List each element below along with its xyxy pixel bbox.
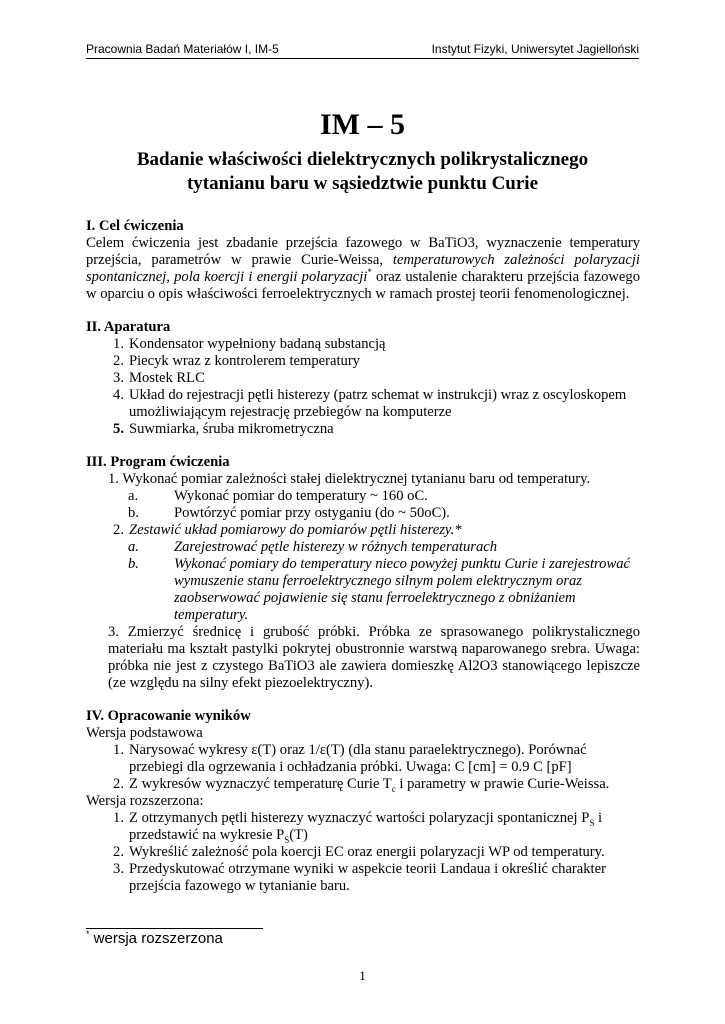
- list-item-number: 4.: [113, 387, 124, 403]
- list-item: [86, 336, 640, 353]
- text-part: Z otrzymanych pętli histerezy wyznaczyć wartości polaryzacji spontanicznej P: [129, 810, 590, 826]
- list-item: [86, 776, 640, 793]
- subitem-letter: b.: [128, 556, 139, 572]
- list-item-text: Wykreślić zależność pola koercji EC oraz energii polaryzacji WP od temperatury.: [129, 844, 605, 860]
- text-part: i parametry w prawie Curie-Weissa.: [395, 776, 610, 792]
- list-item-text: Narysować wykresy ε(T) oraz 1/ε(T) (dla stanu paraelektrycznego). Porównać przebiegi dla ogrzewania i ochładzania próbki. Uwaga: C [cm] = 0.9 C [pF]: [129, 742, 587, 775]
- section-1-text: [86, 235, 640, 303]
- program-subitem: [86, 539, 640, 556]
- program-subitem: [86, 505, 640, 522]
- list-item-number: 2.: [113, 844, 124, 860]
- list-item-text: Przedyskutować otrzymane wyniki w aspekcie teorii Landaua i określić charakter przejścia fazowego w tytanianie baru.: [129, 861, 606, 894]
- header-right: Instytut Fizyki, Uniwersytet Jagielloński: [431, 42, 639, 56]
- footnote: [86, 930, 223, 947]
- list-item-text: Układ do rejestracji pętli histerezy (patrz schemat w instrukcji) wraz z oscyloskopem umożliwiającym rejestrację przebiegów na komputerze: [129, 387, 627, 420]
- list-item-number: 2.: [113, 776, 124, 792]
- list-item-text: Zestawić układ pomiarowy do pomiarów pętli histerezy.*: [129, 522, 462, 538]
- section-1-text-b: oraz ustalenie charakteru przejścia fazowego w oparciu o opis właściwości ferroelektrycznych w ramach prostej teorii fenomenologicznej.: [86, 269, 640, 302]
- list-item: [86, 421, 640, 438]
- footnote-mark: *: [86, 929, 90, 939]
- document-subtitle: [86, 148, 639, 196]
- list-item: [86, 387, 640, 421]
- subitem-letter: b.: [128, 505, 139, 521]
- text-part: i przedstawić na wykresie P: [129, 810, 603, 843]
- header-left: Pracownia Badań Materiałów I, IM-5: [86, 42, 279, 56]
- list-item: [86, 810, 640, 844]
- subitem-text: Wykonać pomiary do temperatury nieco powyżej punktu Curie i zarejestrować wymuszenie stanu ferroelektrycznego silnym polem elektrycznym oraz zaobserwować pojawienie się stanu ferroelektrycznego z obniżaniem temperatury.: [174, 556, 630, 623]
- list-item: [86, 844, 640, 861]
- list-item-number: 1.: [113, 742, 124, 758]
- program-item-3: 3. Zmierzyć średnicę i grubość próbki. Próbka ze sprasowanego polikrystalicznego materiału ma kształt pastylki pokrytej obustronnie warstwą naparowanego srebra. Uwaga: próbka nie jest z czystego BaTiO3 ale zawiera domieszkę Al2O3 stanowiącego lepiszcze (ze względu na silny efekt piezoelektryczny).: [108, 624, 640, 691]
- footnote-separator: [86, 928, 263, 929]
- subscript: S: [589, 817, 595, 828]
- program-item-1: 1. Wykonać pomiar zależności stałej dielektrycznej tytanianu baru od temperatury.: [108, 471, 591, 487]
- section-1-text-italic: temperaturowych zależności polaryzacji spontanicznej, pola koercji i energii polaryzacji: [86, 252, 640, 285]
- list-item-text: Kondensator wypełniony badaną substancją: [129, 336, 386, 352]
- list-item: [86, 370, 640, 387]
- subitem-text: Powtórzyć pomiar przy ostyganiu (do ~ 50oC).: [174, 505, 450, 521]
- section-1-heading: I. Cel ćwiczenia: [86, 218, 184, 234]
- list-item: [86, 861, 640, 895]
- document-body: [86, 218, 640, 895]
- list-item-text: [129, 776, 640, 793]
- text-part: (T): [289, 827, 308, 843]
- program-item-2: [86, 522, 640, 539]
- section-2-heading: II. Aparatura: [86, 319, 171, 335]
- list-item-number: 5.: [113, 421, 124, 437]
- list-item-number: 3.: [113, 370, 124, 386]
- list-item-number: 2.: [113, 522, 124, 538]
- page-header: [86, 40, 639, 59]
- page-number: 1: [359, 968, 366, 983]
- program-subitem: [86, 556, 640, 624]
- list-item-text: Suwmiarka, śruba mikrometryczna: [129, 421, 334, 437]
- list-item: [86, 353, 640, 370]
- footnote-text: wersja rozszerzona: [89, 930, 223, 947]
- list-item-number: 2.: [113, 353, 124, 369]
- subitem-letter: a.: [128, 488, 139, 504]
- list-item-number: 1.: [113, 810, 124, 826]
- section-1-text-a: Celem ćwiczenia jest zbadanie przejścia fazowego w BaTiO3, wyznaczenie temperatury przejścia, parametrów w prawie Curie-Weissa,: [86, 235, 640, 268]
- footnote-ref-mark: *: [367, 267, 372, 278]
- basic-version-label: Wersja podstawowa: [86, 725, 203, 741]
- text-part: Z wykresów wyznaczyć temperaturę Curie T: [129, 776, 392, 792]
- list-item-text: Piecyk wraz z kontrolerem temperatury: [129, 353, 360, 369]
- list-item: [86, 742, 640, 776]
- document-title: IM – 5: [320, 108, 405, 141]
- subitem-text: Zarejestrować pętle histerezy w różnych temperaturach: [174, 539, 498, 555]
- extended-version-label: Wersja rozszerzona:: [86, 793, 204, 809]
- subtitle-line-2: tytanianu baru w sąsiedztwie punktu Curie: [186, 173, 539, 194]
- list-item-number: 1.: [113, 336, 124, 352]
- subitem-text: Wykonać pomiar do temperatury ~ 160 oC.: [174, 488, 428, 504]
- subtitle-line-1: Badanie właściwości dielektrycznych polikrystalicznego: [136, 149, 589, 170]
- subitem-letter: a.: [128, 539, 139, 555]
- program-subitem: [86, 488, 640, 505]
- subscript: c: [391, 783, 396, 794]
- subscript: S: [284, 834, 290, 845]
- list-item-text: Mostek RLC: [129, 370, 205, 386]
- section-4-heading: IV. Opracowanie wyników: [86, 708, 251, 724]
- list-item-text: [129, 810, 640, 844]
- list-item-number: 3.: [113, 861, 124, 877]
- section-3-heading: III. Program ćwiczenia: [86, 454, 230, 470]
